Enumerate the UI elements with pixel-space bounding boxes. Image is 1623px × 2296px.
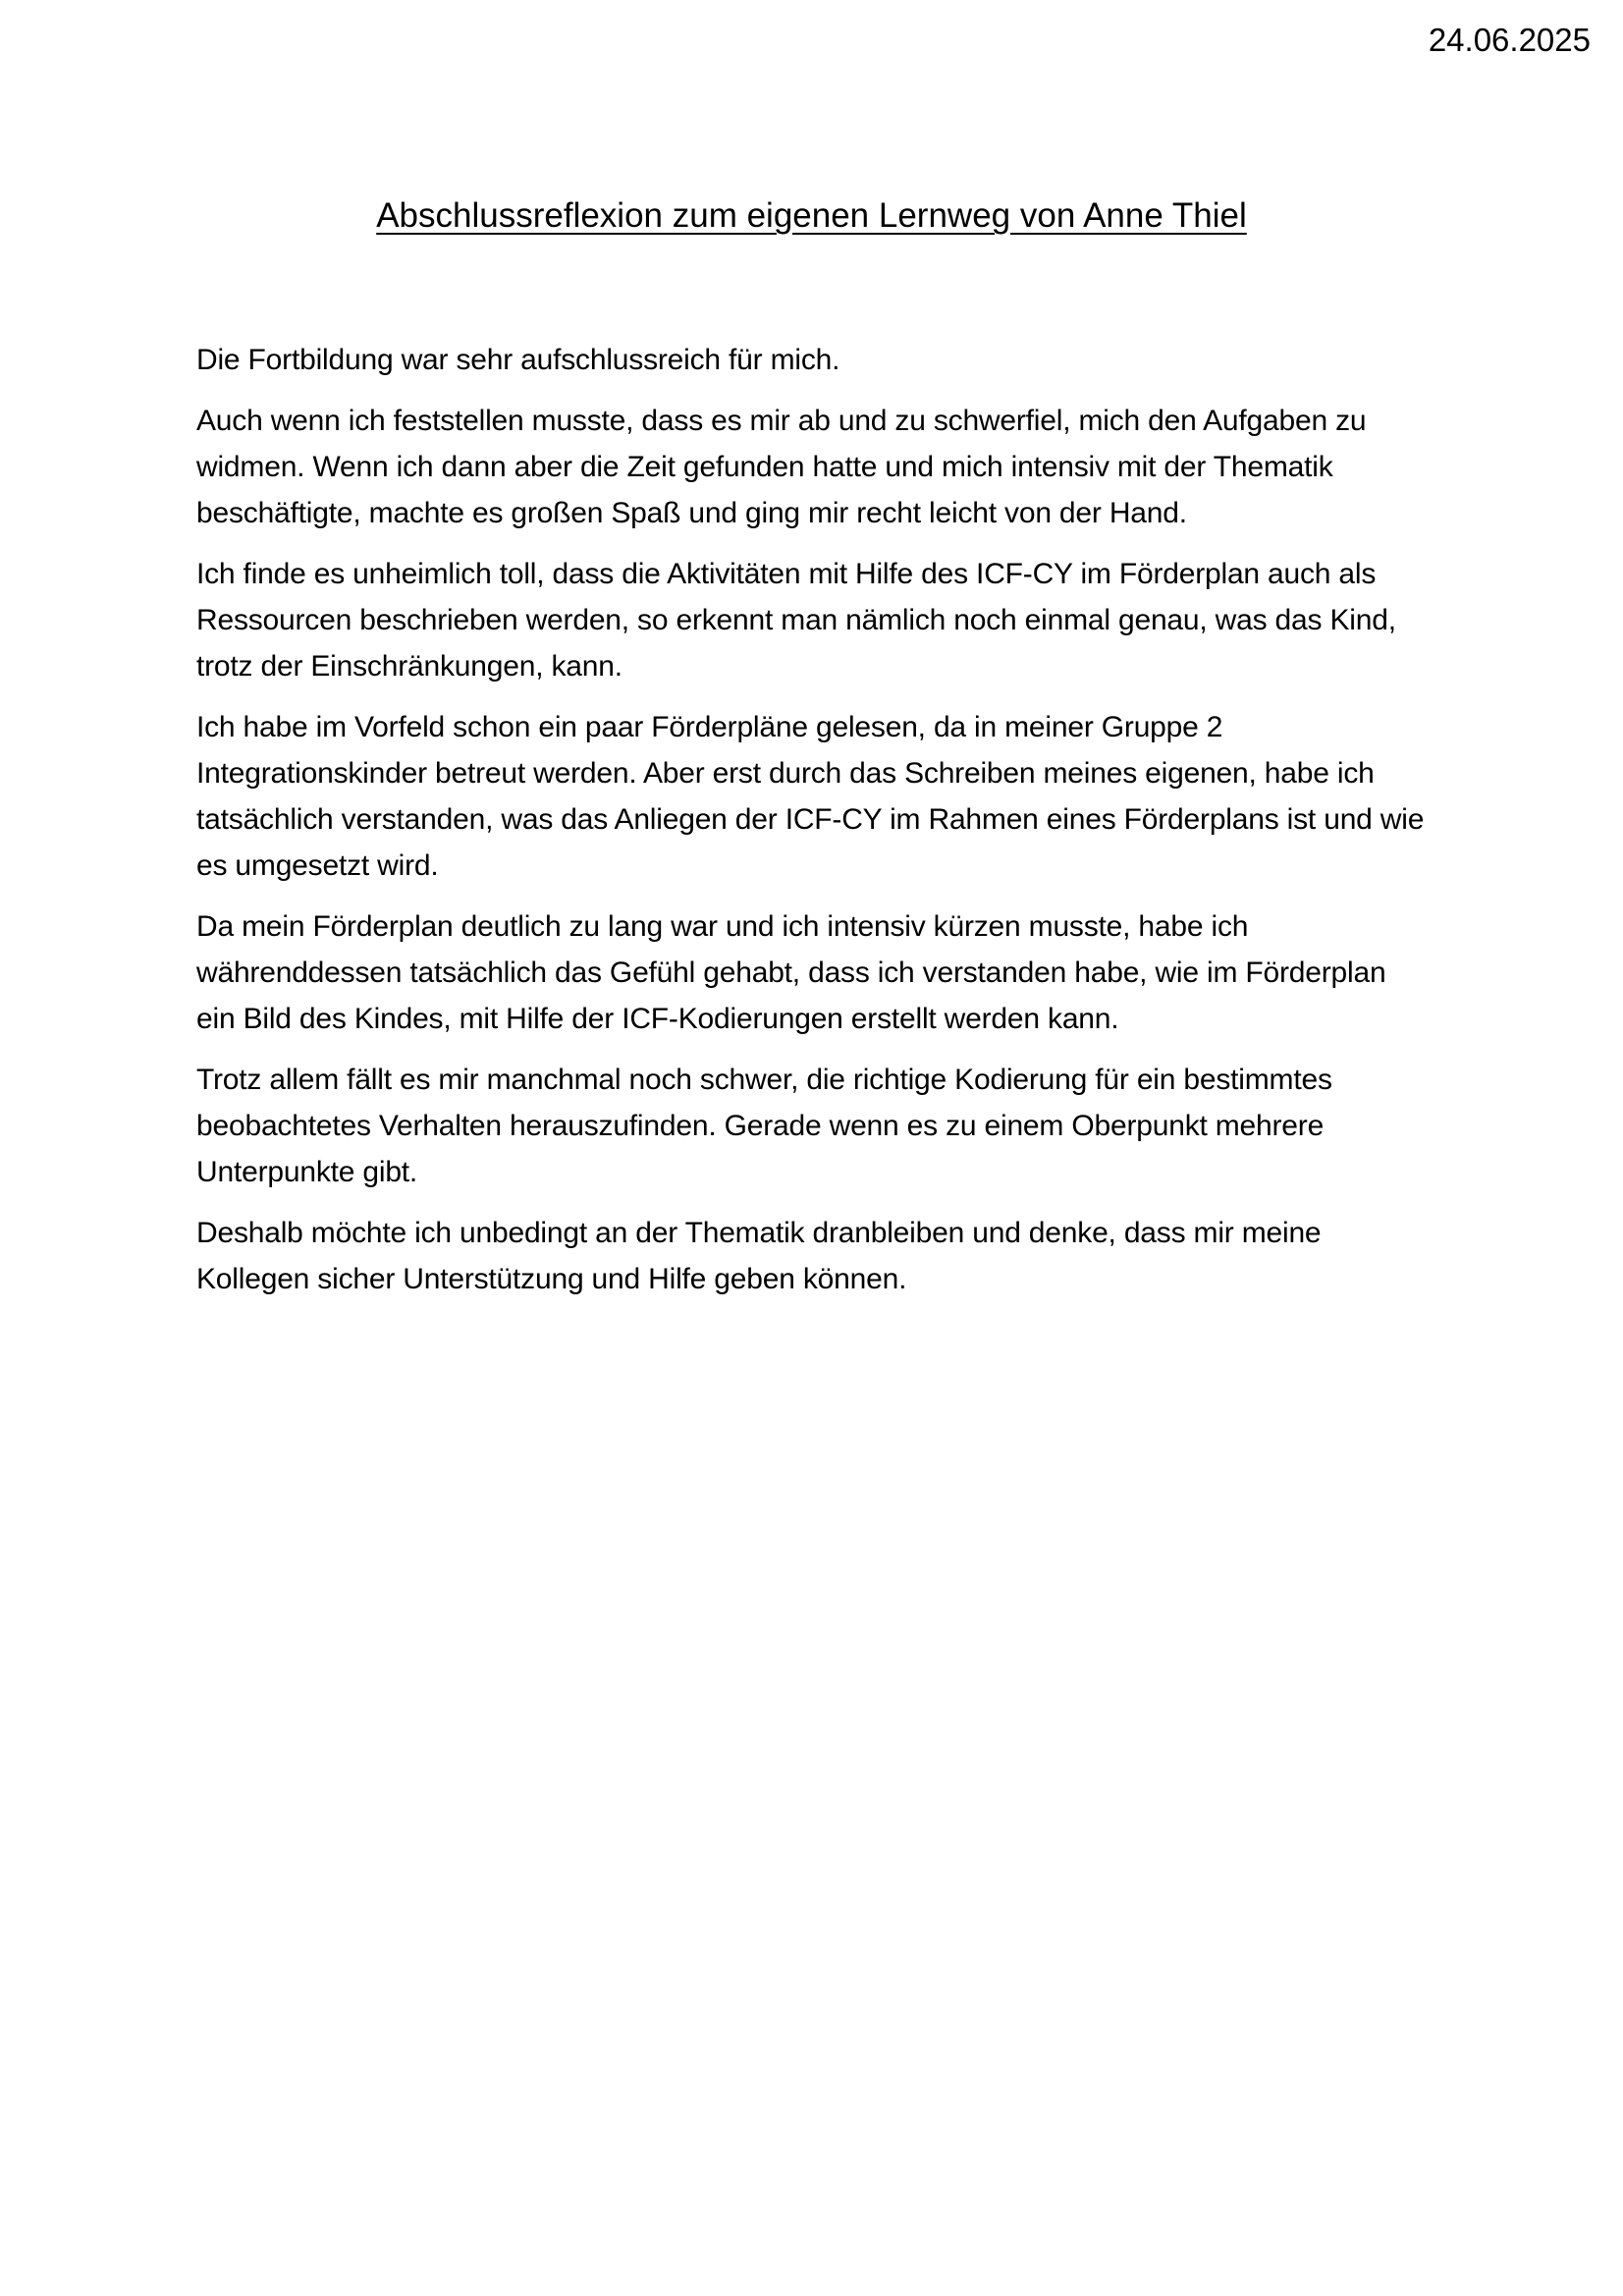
document-title: Abschlussreflexion zum eigenen Lernweg von Anne Thiel <box>376 196 1247 235</box>
document-body <box>196 337 1430 1317</box>
paragraph: Ich finde es unheimlich toll, dass die Aktivitäten mit Hilfe des ICF-CY im Förderplan auch als Ressourcen beschrieben werden, so erkennt man nämlich noch einmal genau, was das Kind, trotz der Einschränkungen, kann. <box>196 558 1396 683</box>
paragraph: Trotz allem fällt es mir manchmal noch schwer, die richtige Kodierung für ein bestimmtes beobachtetes Verhalten herauszufinden. Gerade wenn es zu einem Oberpunkt mehrere Unterpunkte gibt. <box>196 1064 1332 1188</box>
paragraph: Die Fortbildung war sehr aufschlussreich für mich. <box>196 344 840 376</box>
paragraph: Da mein Förderplan deutlich zu lang war und ich intensiv kürzen musste, habe ich währenddessen tatsächlich das Gefühl gehabt, dass ich verstanden habe, wie im Förderplan ein Bild des Kindes, mit Hilfe der ICF-Kodierungen erstellt werden kann. <box>196 910 1386 1035</box>
paragraph: Auch wenn ich feststellen musste, dass es mir ab und zu schwerfiel, mich den Aufgaben zu widmen. Wenn ich dann aber die Zeit gefunden hatte und mich intensiv mit der Thematik beschäftigte, machte es großen Spaß und ging mir recht leicht von der Hand. <box>196 405 1367 529</box>
paragraph: Ich habe im Vorfeld schon ein paar Förderpläne gelesen, da in meiner Gruppe 2 Integrationskinder betreut werden. Aber erst durch das Schreiben meines eigenen, habe ich tatsächlich verstanden, was das Anliegen der ICF-CY im Rahmen eines Förderplans ist und wie es umgesetzt wird. <box>196 711 1425 882</box>
paragraph: Deshalb möchte ich unbedingt an der Thematik dranbleiben und denke, dass mir meine Kollegen sicher Unterstützung und Hilfe geben können. <box>196 1217 1322 1295</box>
date-stamp: 24.06.2025 <box>1428 22 1591 58</box>
